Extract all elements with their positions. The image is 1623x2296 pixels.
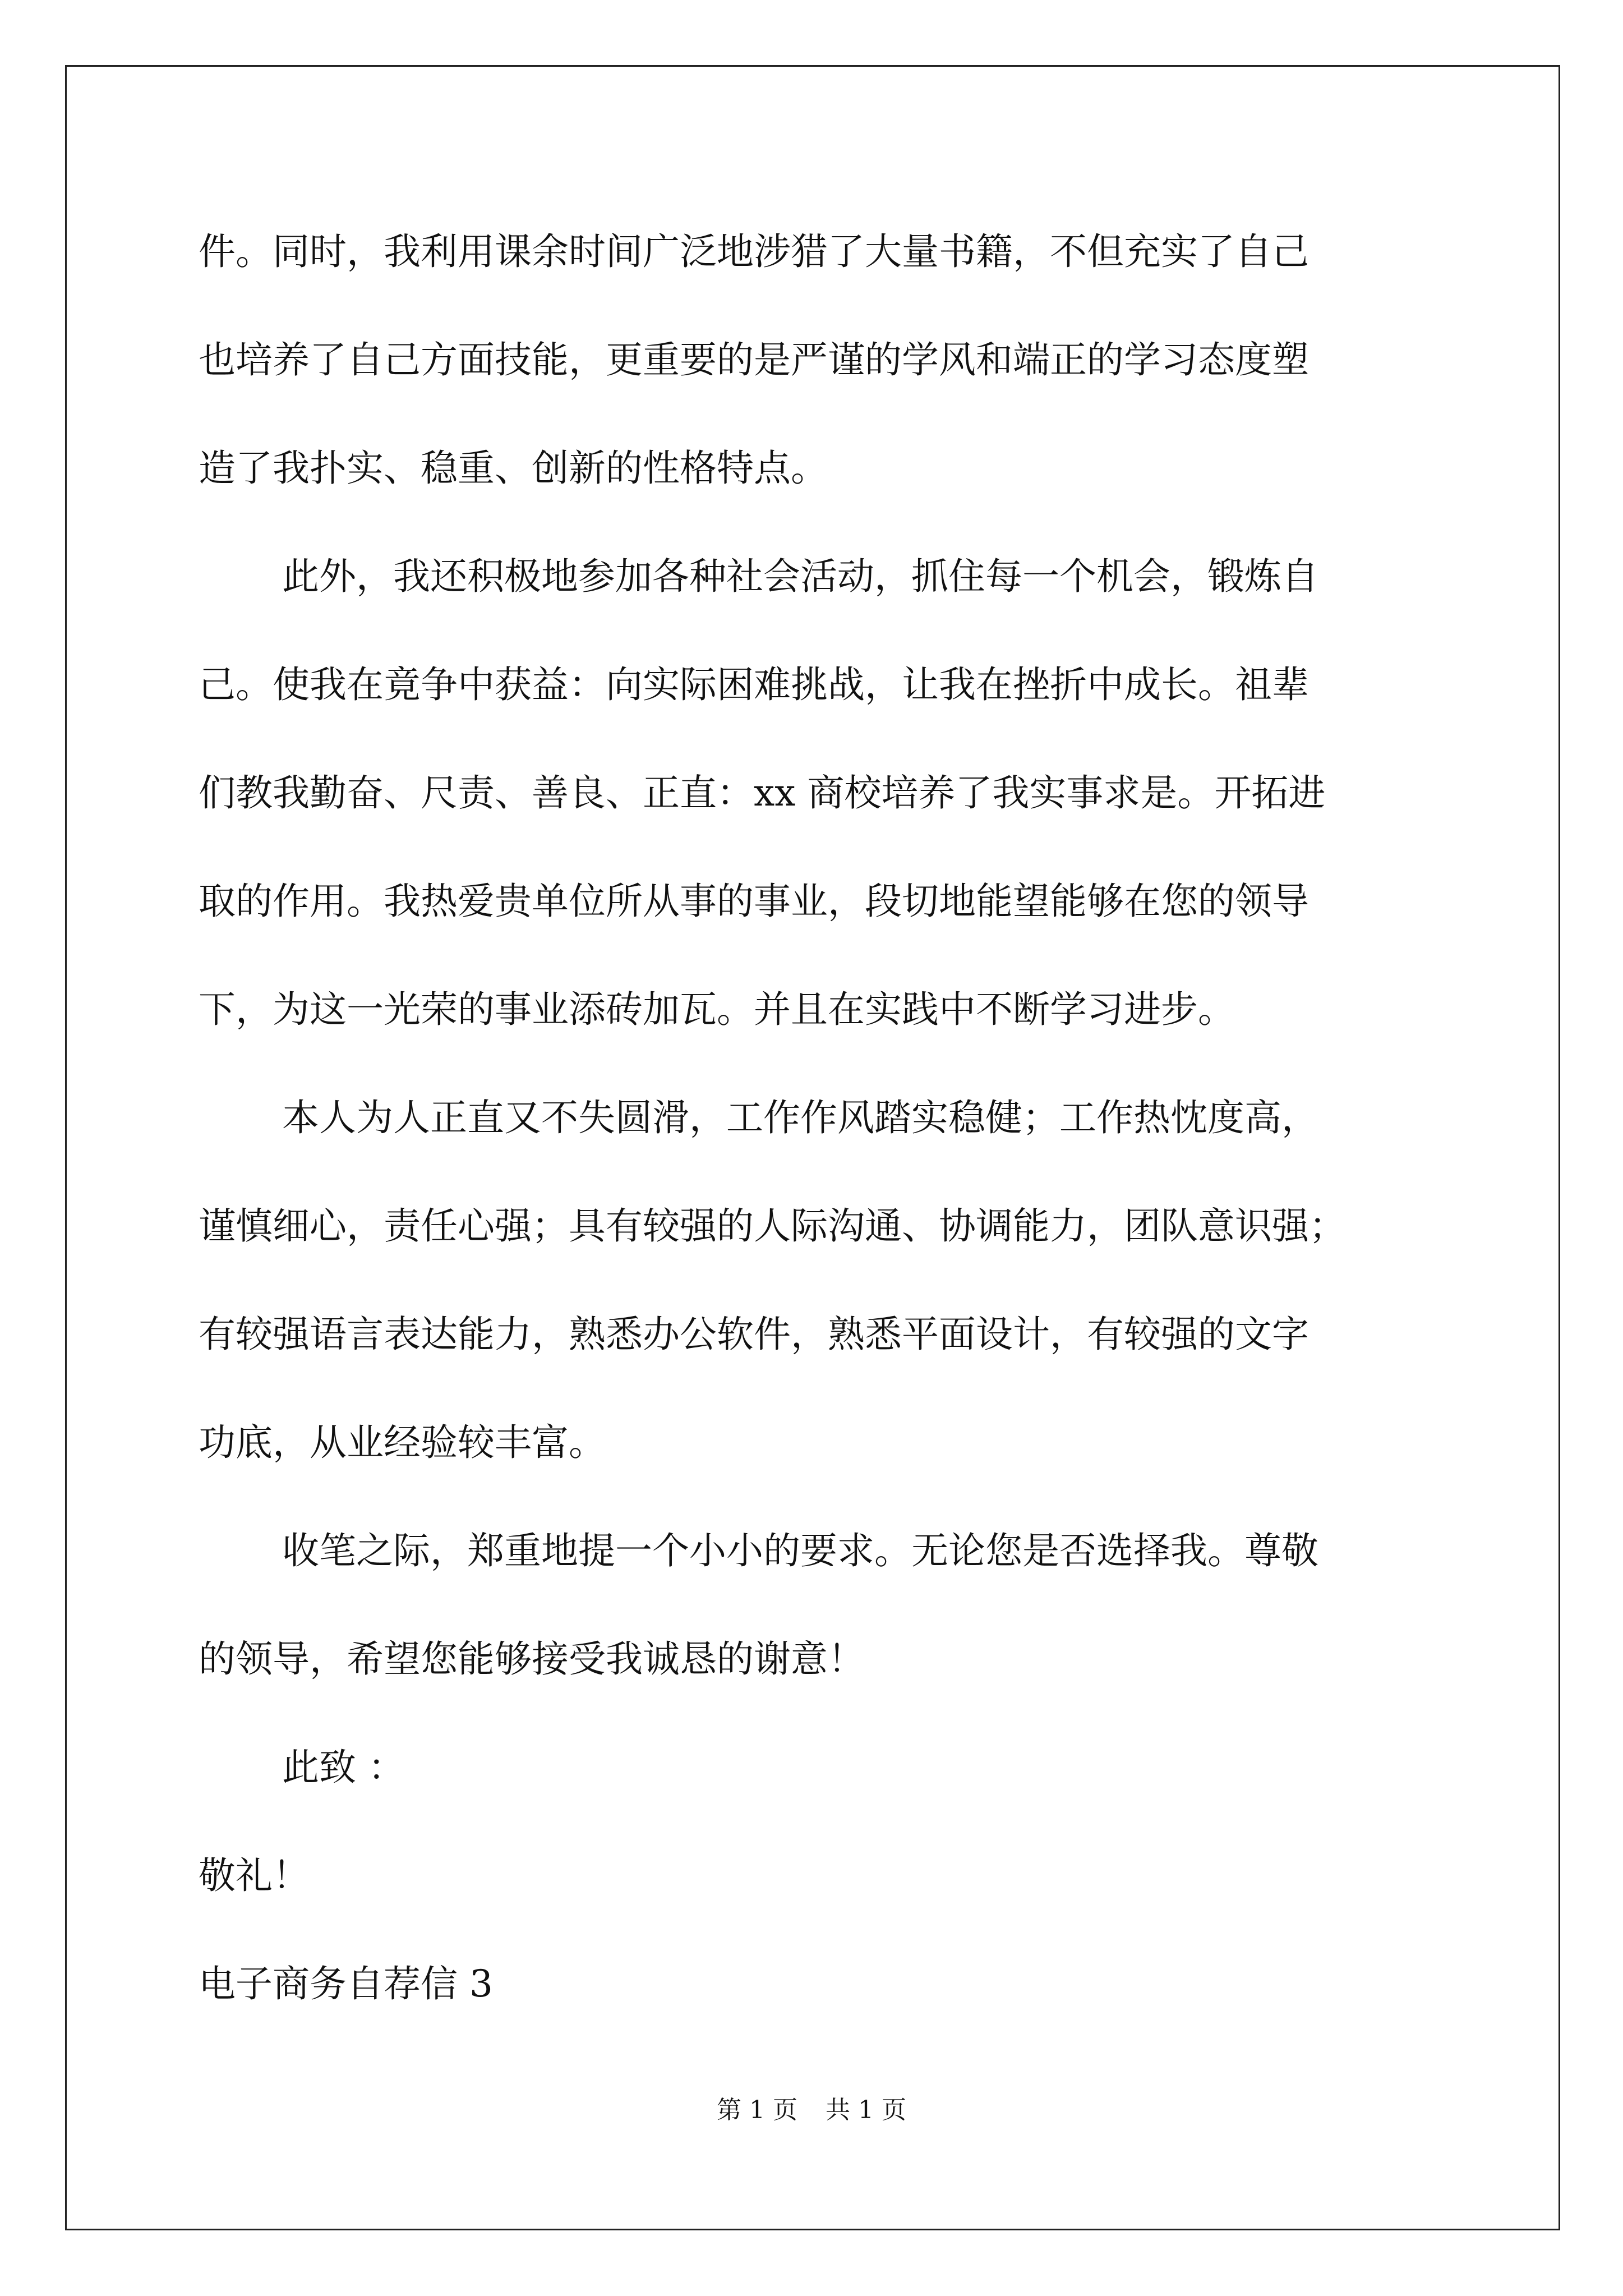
paragraph-first-line: 本人为人正直又不失圆滑，工作作风踏实稳健；工作热忱度高，	[282, 1096, 1318, 1139]
text-line: 造了我扑实、稳重、创新的性格特点。	[199, 447, 828, 490]
page-total: 共 1 页	[826, 2096, 906, 2124]
page-number: 第 1 页	[717, 2096, 797, 2124]
text-line: 有较强语言表达能力，熟悉办公软件，熟悉平面设计，有较强的文字	[199, 1313, 1309, 1356]
text-line: 也培养了自己方面技能，更重要的是严谨的学风和端正的学习态度塑	[199, 338, 1309, 381]
text-line: 下，为这一光荣的事业添砖加瓦。并且在实践中不断学习进步。	[199, 988, 1235, 1031]
paragraph-first-line: 收笔之际，郑重地提一个小小的要求。无论您是否选择我。尊敬	[282, 1529, 1318, 1572]
text-line: 己。使我在竟争中获益：向实际困难挑战，让我在挫折中成长。祖辈	[199, 663, 1309, 706]
paragraph-first-line: 此外，我还积极地参加各种社会活动，抓住每一个机会，锻炼自	[282, 555, 1318, 598]
text-line: 取的作用。我热爱贵单位所从事的事业，段切地能望能够在您的领导	[199, 880, 1309, 923]
text-line: 的领导，希望您能够接受我诚恳的谢意！	[199, 1637, 865, 1681]
page-frame	[65, 65, 1560, 2230]
text-line: 谨慎细心，责任心强；具有较强的人际沟通、协调能力，团队意识强；	[199, 1204, 1346, 1248]
section-title: 电子商务自荐信 3	[199, 1962, 493, 2005]
closing-regards: 敬礼！	[199, 1854, 310, 1897]
text-line: 们教我勤奋、尺责、善良、正直：xx 商校培养了我实事求是。开拓进	[199, 771, 1326, 815]
page-footer	[0, 2093, 1623, 2127]
text-line: 件。同时，我利用课余时间广泛地涉猎了大量书籍，不但充实了自己	[199, 230, 1309, 273]
closing-salutation: 此致 ：	[282, 1746, 405, 1789]
text-line: 功底，从业经验较丰富。	[199, 1421, 606, 1464]
